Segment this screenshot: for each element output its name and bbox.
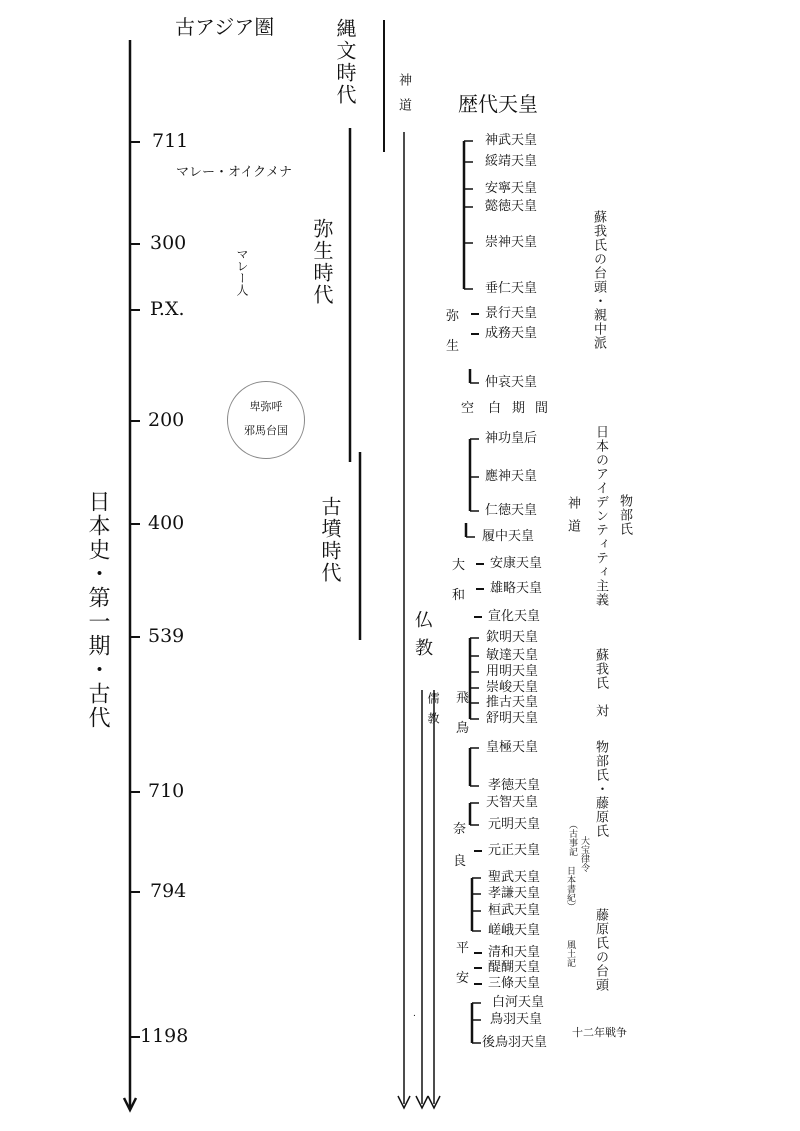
yamatai-circle: [227, 381, 305, 459]
era-char: 良: [453, 854, 467, 869]
malay-people-note: マレー人: [235, 248, 249, 296]
emperor-label: 孝徳天皇: [488, 778, 541, 793]
yamatai-label: 邪馬台国: [244, 424, 288, 437]
note-identity: 日本のアイデンティティ主義: [593, 425, 608, 607]
note-twelve-year-war: 十二年戦争: [572, 1026, 627, 1039]
note-soga-vs-1: 蘇我氏 対: [593, 648, 608, 718]
emperor-label: 神功皇后: [485, 431, 538, 446]
emperor-label: 孝謙天皇: [488, 886, 541, 901]
main-axis-label: 日本史・第一期・古代: [85, 490, 110, 730]
axis-tick-label: P.X.: [150, 298, 185, 320]
note-soga-vs-2: 物部氏・藤原氏: [593, 740, 608, 838]
emperor-label: 聖武天皇: [488, 870, 541, 885]
interregnum-char: 白: [488, 401, 502, 416]
note-kojiki: （古事記: [567, 820, 577, 856]
axis-tick-label: 794: [150, 880, 187, 902]
emperor-label: 桓武天皇: [488, 903, 541, 918]
stream-confucianism-label: 儒教: [426, 692, 440, 732]
emperor-label: 敏達天皇: [486, 648, 539, 663]
axis-tick-label: 300: [150, 232, 187, 254]
emperor-label: 仁徳天皇: [485, 503, 538, 518]
axis-tick-label: 710: [148, 780, 185, 802]
era-char: 弥: [446, 309, 460, 324]
interregnum-char: 空: [461, 401, 475, 416]
axis-tick-label: 400: [148, 512, 185, 534]
emperor-label: 嵯峨天皇: [488, 923, 541, 938]
emperor-label: 醍醐天皇: [488, 960, 541, 975]
era-char: 大: [452, 558, 466, 573]
emperor-label: 應神天皇: [485, 469, 538, 484]
emperor-label: 用明天皇: [486, 664, 539, 679]
note-nihonshoki: 日本書紀）: [565, 866, 575, 911]
note-taiho: 大宝律令: [579, 836, 589, 872]
emperor-label: 宣化天皇: [488, 609, 541, 624]
note-fujiwara: 藤原氏の台頭: [593, 908, 608, 992]
emperor-label: 欽明天皇: [486, 630, 539, 645]
period-jomon: 縄文時代: [333, 18, 357, 106]
emperor-label: 懿徳天皇: [485, 199, 538, 214]
emperor-label: 垂仁天皇: [485, 281, 538, 296]
stray-dot: .: [413, 1009, 416, 1019]
emperor-label: 履中天皇: [482, 529, 535, 544]
era-char: 平: [456, 941, 470, 956]
emperor-label: 皇極天皇: [486, 740, 539, 755]
axis-tick-label: 200: [148, 409, 185, 431]
emperor-label: 天智天皇: [486, 795, 539, 810]
emperor-label: 崇神天皇: [485, 235, 538, 250]
axis-tick-label: 1198: [140, 1025, 189, 1047]
era-char: 飛: [456, 691, 470, 706]
emperor-label: 元明天皇: [488, 817, 541, 832]
emperor-label: 安寧天皇: [485, 181, 538, 196]
emperor-label: 安康天皇: [490, 556, 543, 571]
himiko-label: 卑弥呼: [249, 400, 283, 413]
era-char: 安: [456, 971, 470, 986]
note-soga-rise: 蘇我氏の台頭・親中派: [591, 210, 606, 350]
note-shinto: 神道: [565, 496, 580, 542]
note-fudoki: 風土記: [565, 940, 575, 967]
emperor-label: 仲哀天皇: [485, 375, 538, 390]
period-yayoi: 弥生時代: [310, 218, 334, 306]
emperor-label: 推古天皇: [486, 695, 539, 710]
emperor-label: 三條天皇: [488, 976, 541, 991]
interregnum-char: 間: [535, 401, 549, 416]
interregnum-char: 期: [512, 401, 526, 416]
axis-tick-label: 539: [148, 625, 185, 647]
emperors-header: 歴代天皇: [458, 92, 538, 116]
emperor-label: 鳥羽天皇: [490, 1012, 543, 1027]
era-char: 奈: [453, 822, 467, 837]
emperor-label: 舒明天皇: [486, 711, 539, 726]
era-char: 生: [446, 339, 460, 354]
stream-buddhism-label: 仏教: [412, 610, 433, 666]
emperor-label: 崇峻天皇: [486, 680, 539, 695]
emperor-label: 後鳥羽天皇: [482, 1035, 548, 1050]
emperor-label: 白河天皇: [492, 995, 545, 1010]
era-char: 鳥: [456, 721, 470, 736]
emperor-label: 景行天皇: [485, 306, 538, 321]
emperor-label: 綏靖天皇: [485, 154, 538, 169]
emperor-label: 神武天皇: [485, 133, 538, 148]
period-kofun: 古墳時代: [318, 496, 342, 584]
emperor-label: 雄略天皇: [490, 581, 543, 596]
axis-tick-label: 711: [152, 130, 189, 152]
emperor-label: 成務天皇: [485, 326, 538, 341]
ancient-asia-label: 古アジア圏: [175, 15, 275, 39]
emperor-label: 清和天皇: [488, 945, 541, 960]
era-char: 和: [452, 588, 466, 603]
stream-shinto-label: 神道: [396, 73, 411, 123]
emperor-label: 元正天皇: [488, 843, 541, 858]
malay-ecumene-note: マレー・オイクメナ: [176, 165, 292, 180]
note-mononobe: 物部氏: [617, 494, 632, 536]
